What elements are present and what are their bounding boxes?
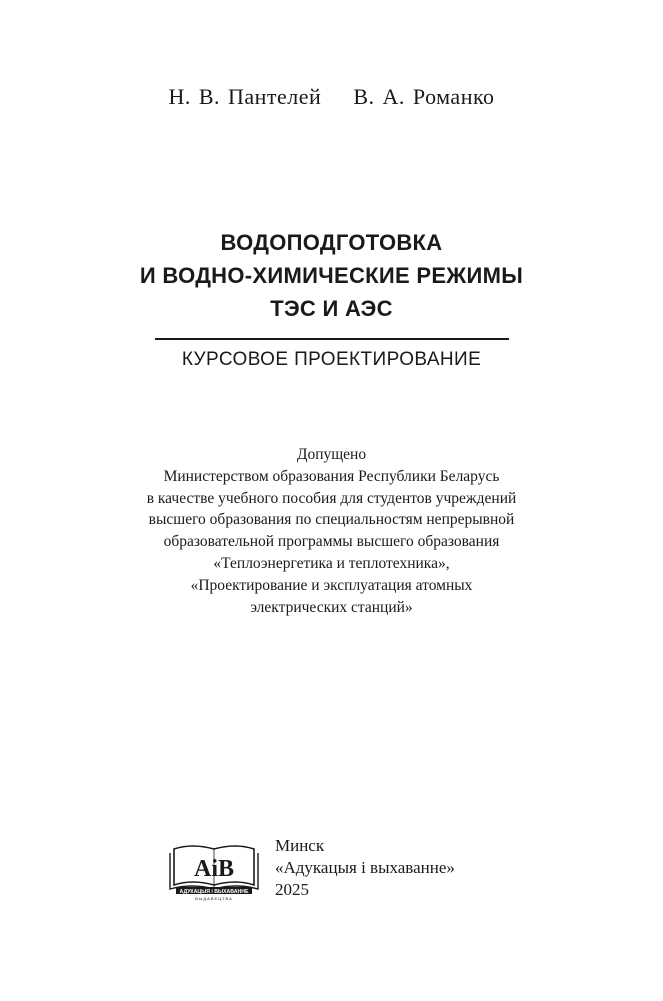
author-2: В. А. Романко bbox=[353, 84, 495, 109]
publisher-block bbox=[168, 835, 508, 905]
approval-line: Допущено bbox=[296, 446, 367, 463]
publisher-imprint bbox=[275, 835, 455, 901]
author-1: Н. В. Пантелей bbox=[168, 84, 322, 109]
approval-line: Министерством образования Республики Беларусь bbox=[163, 467, 500, 485]
title-divider bbox=[155, 338, 509, 340]
title-line-1: ВОДОПОДГОТОВКА bbox=[220, 230, 443, 255]
subtitle: КУРСОВОЕ ПРОЕКТИРОВАНИЕ bbox=[181, 349, 482, 370]
approval-line: электрических станций» bbox=[250, 598, 413, 616]
publisher-city: Минск bbox=[275, 836, 325, 855]
logo-caption: АДУКАЦЫЯ і ВЫХАВАННЕ bbox=[179, 889, 249, 895]
approval-statement bbox=[0, 444, 663, 618]
approval-line: «Проектирование и эксплуатация атомных bbox=[190, 576, 473, 594]
title-block bbox=[0, 226, 663, 371]
title-line-2: И ВОДНО-ХИМИЧЕСКИЕ РЕЖИМЫ bbox=[139, 263, 524, 288]
publication-year: 2025 bbox=[275, 880, 309, 899]
approval-line: образовательной программы высшего образования bbox=[163, 533, 500, 551]
approval-line: в качестве учебного пособия для студентов учреждений bbox=[146, 489, 517, 507]
logo-small-caption: ВЫДАВЕЦТВА bbox=[195, 896, 233, 901]
publisher-logo bbox=[168, 839, 260, 901]
title-line-3: ТЭС И АЭС bbox=[270, 296, 393, 321]
approval-line: «Теплоэнергетика и теплотехника», bbox=[213, 554, 450, 572]
approval-line: высшего образования по специальностям непрерывной bbox=[148, 511, 515, 529]
publisher-name: «Адукацыя і выхаванне» bbox=[275, 858, 455, 877]
logo-mark: AiB bbox=[193, 856, 235, 882]
authors bbox=[0, 84, 663, 110]
